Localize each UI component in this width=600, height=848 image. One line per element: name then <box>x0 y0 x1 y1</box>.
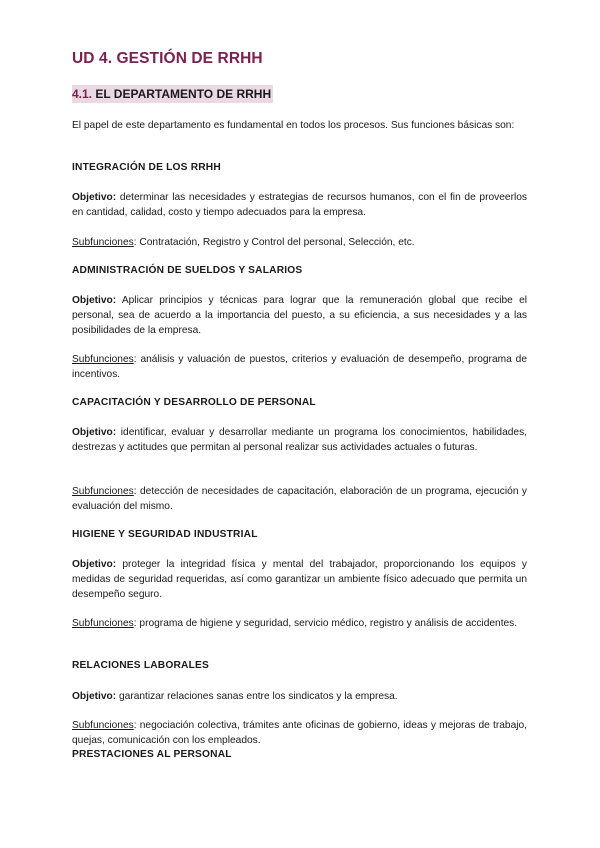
subfunctions-paragraph <box>72 616 527 631</box>
section-title-text: EL DEPARTAMENTO DE RRHH <box>92 87 272 101</box>
objective-text: Aplicar principios y técnicas para lograr que la remuneración global que recibe el personal, sea de acuerdo a la importancia del puesto, a su eficiencia, a sus necesidades y a las posibilidades de la empresa. <box>72 295 527 336</box>
document-title: UD 4. GESTIÓN DE RRHH <box>72 50 263 67</box>
subfunctions-text: : detección de necesidades de capacitación, elaboración de un programa, ejecución y evaluación del mismo. <box>72 486 527 512</box>
objective-label: Objetivo: <box>72 295 117 306</box>
objective-paragraph <box>72 190 527 220</box>
function-heading: CAPACITACIÓN Y DESARROLLO DE PERSONAL <box>72 397 316 408</box>
intro-paragraph: El papel de este departamento es fundamental en todos los procesos. Sus funciones básicas son: <box>72 120 515 131</box>
subfunctions-paragraph <box>72 352 527 382</box>
subfunctions-paragraph <box>72 718 527 748</box>
subfunctions-label: Subfunciones <box>72 354 134 365</box>
subfunctions-text: : Contratación, Registro y Control del personal, Selección, etc. <box>133 237 415 248</box>
subfunctions-text: : programa de higiene y seguridad, servicio médico, registro y análisis de accidentes. <box>133 618 518 629</box>
objective-paragraph <box>72 293 527 338</box>
function-heading: RELACIONES LABORALES <box>72 660 210 671</box>
subfunctions-text: : negociación colectiva, trámites ante oficinas de gobierno, ideas y mejoras de trabajo, quejas, comunicación con los empleados. <box>72 720 527 746</box>
function-heading: PRESTACIONES AL PERSONAL <box>72 749 232 760</box>
function-heading: ADMINISTRACIÓN DE SUELDOS Y SALARIOS <box>72 265 303 276</box>
objective-text: garantizar relaciones sanas entre los sindicatos y la empresa. <box>116 691 398 702</box>
objective-label: Objetivo: <box>72 192 117 203</box>
subfunctions-label: Subfunciones <box>72 618 134 629</box>
subfunctions-paragraph <box>72 235 527 250</box>
objective-paragraph <box>72 689 527 704</box>
subfunctions-paragraph <box>72 484 527 514</box>
section-number: 4.1. <box>72 87 93 101</box>
objective-paragraph <box>72 557 527 602</box>
objective-text: identificar, evaluar y desarrollar mediante un programa los conocimientos, habilidades, destrezas y actitudes que permitan al personal realizar sus actividades actuales o futuras. <box>72 427 527 453</box>
subfunctions-label: Subfunciones <box>72 237 134 248</box>
function-heading: INTEGRACIÓN DE LOS RRHH <box>72 162 221 173</box>
subfunctions-text: : análisis y valuación de puestos, criterios y evaluación de desempeño, programa de incentivos. <box>72 354 527 380</box>
objective-label: Objetivo: <box>72 691 117 702</box>
objective-paragraph <box>72 425 527 455</box>
section-title <box>72 85 273 103</box>
objective-text: determinar las necesidades y estrategias de recursos humanos, con el fin de proveerlos en cantidad, calidad, costo y tiempo adecuados para la empresa. <box>72 192 527 218</box>
objective-label: Objetivo: <box>72 427 117 438</box>
objective-label: Objetivo: <box>72 559 117 570</box>
objective-text: proteger la integridad física y mental del trabajador, proporcionando los equipos y medidas de seguridad requeridas, así como garantizar un ambiente físico adecuado que permita un desempeño seguro. <box>72 559 527 600</box>
subfunctions-label: Subfunciones <box>72 720 134 731</box>
function-heading: HIGIENE Y SEGURIDAD INDUSTRIAL <box>72 529 258 540</box>
subfunctions-label: Subfunciones <box>72 486 134 497</box>
